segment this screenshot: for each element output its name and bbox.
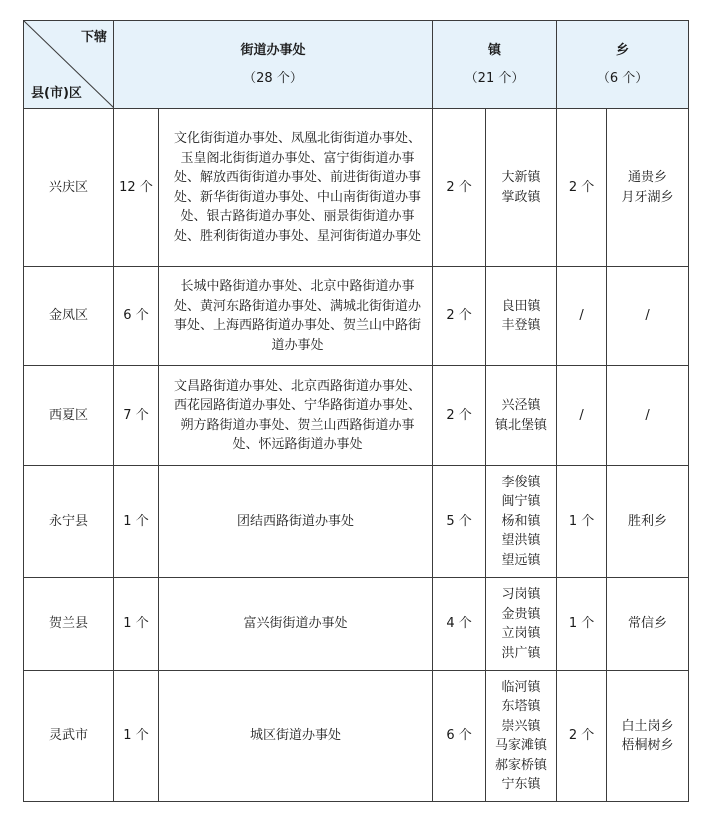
township-name: 梧桐树乡	[621, 738, 674, 753]
township-list-cell	[607, 109, 689, 267]
town-count-cell: 2 个	[433, 109, 486, 267]
town-list-cell	[486, 366, 557, 466]
town-name: 洪广镇	[501, 645, 541, 661]
town-header-title: 镇	[488, 43, 502, 58]
township-count-cell: 1 个	[557, 578, 607, 671]
town-name: 马家滩镇	[495, 738, 548, 753]
district-name-cell: 金凤区	[24, 267, 114, 366]
street-count-cell: 1 个	[114, 671, 159, 802]
district-name-cell: 兴庆区	[24, 109, 114, 267]
town-name: 大新镇	[501, 170, 541, 185]
town-count-cell: 5 个	[433, 466, 486, 578]
township-list-cell	[607, 671, 689, 802]
town-name: 镇北堡镇	[495, 417, 548, 433]
table-row	[24, 267, 689, 366]
street-count-cell: 1 个	[114, 466, 159, 578]
township-name: 白土岗乡	[621, 718, 674, 734]
town-name: 崇兴镇	[501, 718, 541, 734]
town-name: 习岗镇	[501, 587, 541, 602]
district-name-cell: 贺兰县	[24, 578, 114, 671]
corner-header-cell	[24, 21, 114, 109]
town-name: 兴泾镇	[501, 398, 541, 413]
town-name: 郝家桥镇	[495, 757, 548, 773]
town-name: 掌政镇	[501, 189, 541, 205]
town-name: 临河镇	[501, 679, 541, 695]
town-name: 金贵镇	[501, 606, 541, 622]
table-row	[24, 671, 689, 802]
town-count-cell: 4 个	[433, 578, 486, 671]
town-list-cell	[486, 109, 557, 267]
town-count-cell: 2 个	[433, 366, 486, 466]
street-count-cell: 1 个	[114, 578, 159, 671]
township-name: 常信乡	[628, 616, 668, 632]
table-row	[24, 466, 689, 578]
township-count-cell: /	[557, 366, 607, 466]
street-count-cell: 12 个	[114, 109, 159, 267]
township-count-cell: 1 个	[557, 466, 607, 578]
township-name: 通贵乡	[628, 170, 668, 185]
town-name: 望洪镇	[501, 533, 541, 549]
township-list-cell	[607, 267, 689, 366]
table-body	[24, 109, 689, 802]
township-list-cell	[607, 466, 689, 578]
corner-top-label: 下辖	[80, 30, 107, 45]
district-name-cell: 永宁县	[24, 466, 114, 578]
town-list-cell	[486, 267, 557, 366]
town-list-cell	[486, 466, 557, 578]
township-name: 胜利乡	[628, 513, 668, 529]
street-office-header-count: （28 个）	[243, 70, 303, 86]
town-list-cell	[486, 671, 557, 802]
town-name: 立岗镇	[501, 626, 541, 641]
town-header	[433, 21, 557, 109]
table-row	[24, 109, 689, 267]
street-list-cell: 文昌路街道办事处、北京西路街道办事处、西花园路街道办事处、宁华路街道办事处、朔方路街道办事处、贺兰山西路街道办事处、怀远路街道办事处	[159, 366, 433, 466]
corner-bottom-label: 县(市)区	[31, 85, 82, 101]
town-list-cell	[486, 578, 557, 671]
town-name: 宁东镇	[501, 777, 541, 792]
street-office-header	[114, 21, 433, 109]
table-header-row	[24, 21, 689, 109]
street-count-cell: 6 个	[114, 267, 159, 366]
town-name: 良田镇	[501, 298, 541, 314]
town-name: 望远镇	[501, 552, 541, 568]
town-count-cell: 6 个	[433, 671, 486, 802]
town-name: 杨和镇	[501, 513, 541, 529]
township-header-count: （6 个）	[596, 70, 649, 86]
township-header	[557, 21, 689, 109]
admin-division-table	[23, 20, 689, 802]
township-count-cell: 2 个	[557, 109, 607, 267]
township-name: /	[645, 407, 650, 423]
street-list-cell: 文化街街道办事处、凤凰北街街道办事处、玉皇阁北街街道办事处、富宁街街道办事处、解放西街街道办事处、前进街街道办事处、新华街街道办事处、中山南街街道办事处、银古路街道办事处、丽景街街道办事处、胜利街街道办事处、星河街街道办事处	[159, 109, 433, 267]
table-row	[24, 366, 689, 466]
town-name: 李俊镇	[501, 474, 541, 490]
town-name: 丰登镇	[501, 318, 541, 333]
table-row	[24, 578, 689, 671]
street-office-header-title: 街道办事处	[240, 43, 306, 58]
street-list-cell: 团结西路街道办事处	[159, 466, 433, 578]
town-header-count: （21 个）	[464, 70, 525, 86]
district-name-cell: 灵武市	[24, 671, 114, 802]
township-list-cell	[607, 366, 689, 466]
township-count-cell: /	[557, 267, 607, 366]
township-list-cell	[607, 578, 689, 671]
town-name: 东塔镇	[501, 699, 541, 714]
district-name-cell: 西夏区	[24, 366, 114, 466]
street-list-cell: 城区街道办事处	[159, 671, 433, 802]
township-name: /	[645, 308, 650, 324]
town-name: 闽宁镇	[501, 494, 541, 510]
town-count-cell: 2 个	[433, 267, 486, 366]
township-name: 月牙湖乡	[621, 189, 674, 205]
township-header-title: 乡	[616, 43, 630, 58]
township-count-cell: 2 个	[557, 671, 607, 802]
street-list-cell: 富兴街街道办事处	[159, 578, 433, 671]
street-count-cell: 7 个	[114, 366, 159, 466]
street-list-cell: 长城中路街道办事处、北京中路街道办事处、黄河东路街道办事处、满城北街街道办事处、上海西路街道办事处、贺兰山中路街道办事处	[159, 267, 433, 366]
